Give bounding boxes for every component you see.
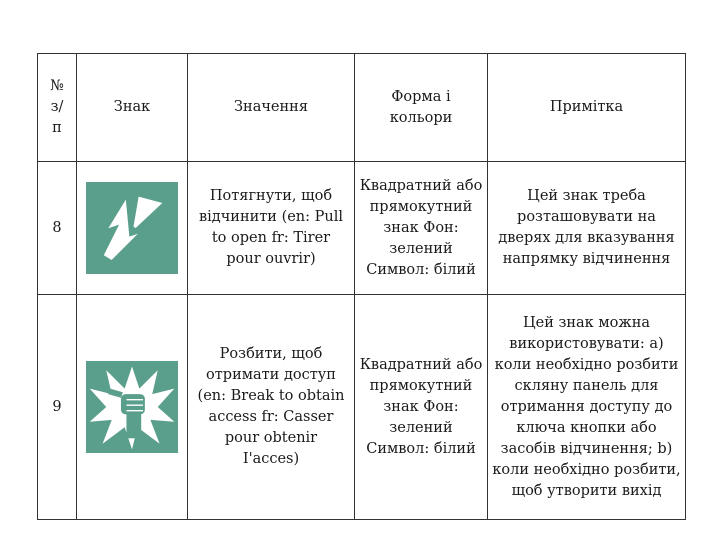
meaning-cell: Потягнути, щоб відчинити (en: Pull to open fr: Tirer pour ouvrir) [188, 162, 355, 295]
pull-to-open-icon [86, 182, 178, 274]
note-cell: Цей знак можна використовувати: а) коли необхідно розбити скляну панель для отримання доступу до ключа кнопки або засобів відчинення; b) коли необхідно розбити, щоб утворити вихід [488, 295, 686, 520]
header-sign: Знак [77, 54, 188, 162]
form-cell: Квадратний або прямокутний знак Фон: зелений Символ: білий [355, 295, 488, 520]
form-cell: Квадратний або прямокутний знак Фон: зелений Символ: білий [355, 162, 488, 295]
meaning-cell: Розбити, щоб отримати доступ (en: Break to obtain access fr: Casser pour obtenir I'acces) [188, 295, 355, 520]
header-form: Форма і кольори [355, 54, 488, 162]
header-meaning: Значення [188, 54, 355, 162]
sign-cell [77, 162, 188, 295]
header-note: Примітка [488, 54, 686, 162]
row-number: 9 [38, 295, 77, 520]
note-cell: Цей знак треба розташовувати на дверях для вказування напрямку відчинення [488, 162, 686, 295]
table-header-row [38, 54, 686, 162]
safety-signs-table [37, 53, 686, 520]
table-row [38, 162, 686, 295]
header-number: № з/ п [38, 54, 77, 162]
row-number: 8 [38, 162, 77, 295]
break-to-access-icon [86, 361, 178, 453]
sign-cell [77, 295, 188, 520]
table-row [38, 295, 686, 520]
